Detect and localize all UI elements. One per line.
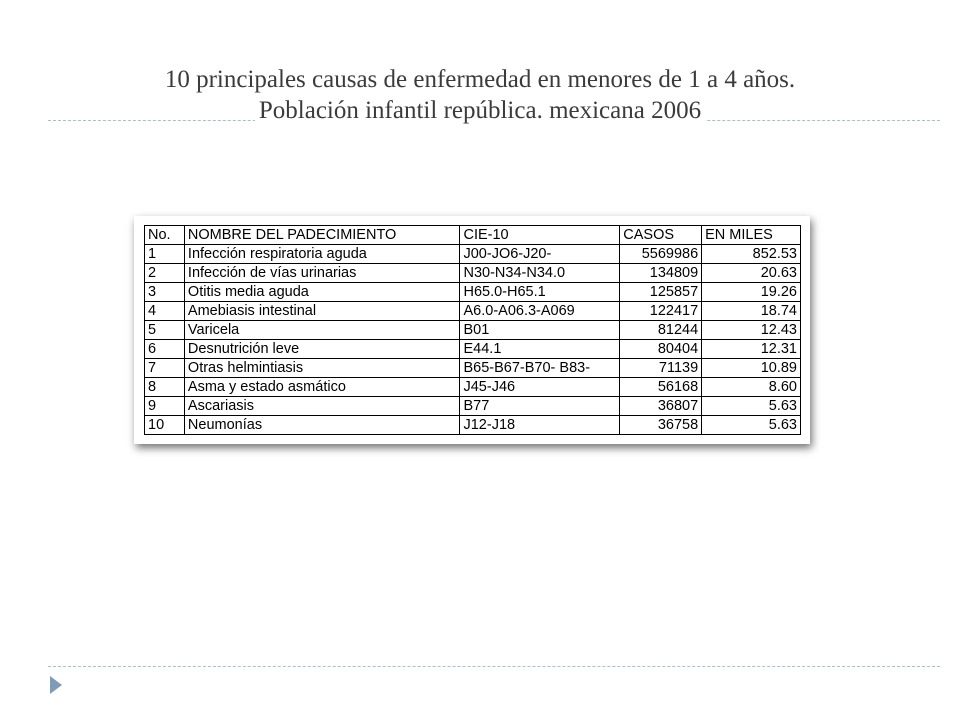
title-line-2-wrapper	[40, 95, 920, 126]
cell-name: Infección de vías urinarias	[184, 264, 460, 283]
cell-casos: 56168	[620, 378, 702, 397]
table-row	[145, 283, 801, 302]
cell-miles: 20.63	[702, 264, 801, 283]
table-row	[145, 340, 801, 359]
cell-casos: 134809	[620, 264, 702, 283]
cell-no: 9	[145, 397, 185, 416]
cell-miles: 19.26	[702, 283, 801, 302]
cell-cie: J45-J46	[460, 378, 620, 397]
cell-cie: N30-N34-N34.0	[460, 264, 620, 283]
title-line-2: Población infantil república. mexicana 2006	[255, 97, 705, 124]
header-miles: EN MILES	[702, 226, 801, 245]
cell-miles: 5.63	[702, 416, 801, 435]
cell-no: 8	[145, 378, 185, 397]
cell-cie: E44.1	[460, 340, 620, 359]
cell-casos: 80404	[620, 340, 702, 359]
cell-name: Asma y estado asmático	[184, 378, 460, 397]
footer-divider	[48, 666, 940, 667]
cell-name: Otitis media aguda	[184, 283, 460, 302]
cell-casos: 81244	[620, 321, 702, 340]
cell-no: 10	[145, 416, 185, 435]
cell-miles: 10.89	[702, 359, 801, 378]
cell-name: Neumonías	[184, 416, 460, 435]
cell-name: Desnutrición leve	[184, 340, 460, 359]
cell-no: 2	[145, 264, 185, 283]
table-row	[145, 359, 801, 378]
cell-cie: H65.0-H65.1	[460, 283, 620, 302]
cell-casos: 71139	[620, 359, 702, 378]
cell-casos: 36758	[620, 416, 702, 435]
table-image-frame	[134, 216, 810, 444]
header-casos: CASOS	[620, 226, 702, 245]
cell-cie: J00-JO6-J20-	[460, 245, 620, 264]
cell-name: Otras helmintiasis	[184, 359, 460, 378]
cell-cie: B77	[460, 397, 620, 416]
cell-no: 1	[145, 245, 185, 264]
cell-casos: 125857	[620, 283, 702, 302]
cell-no: 5	[145, 321, 185, 340]
cell-no: 7	[145, 359, 185, 378]
cell-miles: 12.43	[702, 321, 801, 340]
header-cie: CIE-10	[460, 226, 620, 245]
title-line-1: 10 principales causas de enfermedad en menores de 1 a 4 años.	[164, 66, 796, 93]
cell-miles: 12.31	[702, 340, 801, 359]
table-row	[145, 245, 801, 264]
cell-name: Infección respiratoria aguda	[184, 245, 460, 264]
cell-miles: 18.74	[702, 302, 801, 321]
table-header-row	[145, 226, 801, 245]
cell-name: Ascariasis	[184, 397, 460, 416]
table-row	[145, 321, 801, 340]
cell-miles: 8.60	[702, 378, 801, 397]
cell-miles: 852.53	[702, 245, 801, 264]
cell-no: 4	[145, 302, 185, 321]
cell-miles: 5.63	[702, 397, 801, 416]
cell-cie: A6.0-A06.3-A069	[460, 302, 620, 321]
disease-table	[144, 225, 801, 435]
cell-cie: J12-J18	[460, 416, 620, 435]
cell-name: Varicela	[184, 321, 460, 340]
cell-casos: 5569986	[620, 245, 702, 264]
cell-casos: 122417	[620, 302, 702, 321]
table-row	[145, 264, 801, 283]
table-row	[145, 416, 801, 435]
table-row	[145, 302, 801, 321]
table-row	[145, 378, 801, 397]
cell-no: 3	[145, 283, 185, 302]
header-name: NOMBRE DEL PADECIMIENTO	[184, 226, 460, 245]
cell-casos: 36807	[620, 397, 702, 416]
slide-title	[40, 64, 920, 126]
cell-cie: B65-B67-B70- B83-	[460, 359, 620, 378]
header-no: No.	[145, 226, 185, 245]
cell-name: Amebiasis intestinal	[184, 302, 460, 321]
triangle-right-icon	[50, 676, 62, 694]
table-row	[145, 397, 801, 416]
cell-no: 6	[145, 340, 185, 359]
cell-cie: B01	[460, 321, 620, 340]
